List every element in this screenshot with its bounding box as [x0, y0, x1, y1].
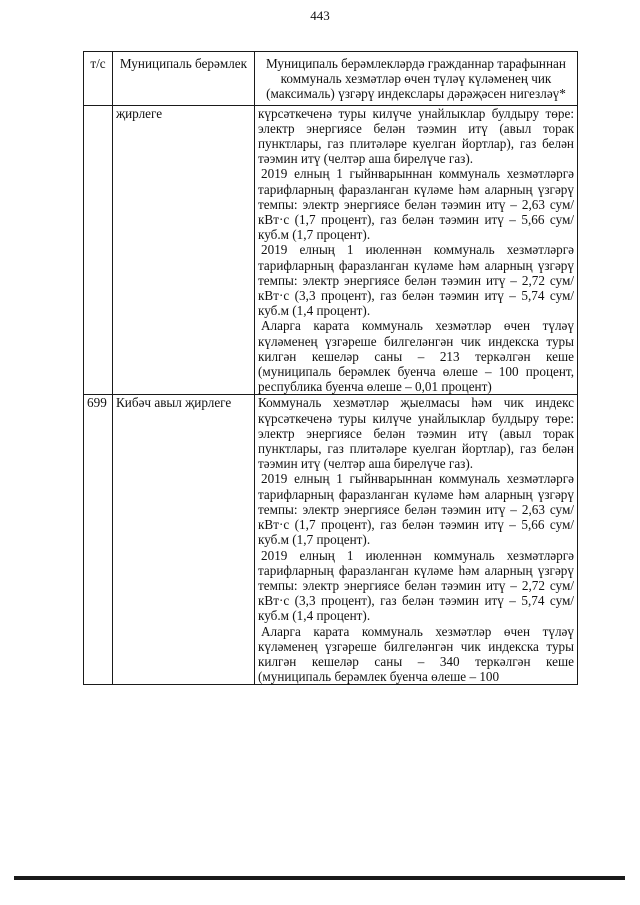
paragraph: 2019 елның 1 гыйнварыннан коммуналь хезмәтләргә тарифларның фаразланган күләме һәм аларның үзгәрү темпы: электр энергиясе белән тәэмин итү – 2,63 сум/кВт·с (1,7 процент), газ белән тәэмин итү – 5,66 сум/куб.м (1,7 процент).: [258, 471, 574, 548]
row-justification: [255, 395, 578, 685]
paragraph: 2019 елның 1 гыйнварыннан коммуналь хезмәтләргә тарифларның фаразланган күләме һәм аларның үзгәрү темпы: электр энергиясе белән тәэмин итү – 2,63 сум/кВт·с (1,7 процент), газ белән тәэмин итү – 5,66 сум/куб.м (1,7 процент).: [258, 166, 574, 243]
bottom-border-bar: [14, 876, 625, 880]
paragraph: Аларга карата коммуналь хезмәтләр өчен түләү күләменең үзгәреше билгеләнгән чик индекска туры килгән кешеләр саны – 340 теркәлгән кеше (муниципаль берәмлек буенча өлеше – 100: [258, 623, 574, 685]
table-row: [84, 105, 578, 395]
header-justification: Муниципаль берәмлекләрдә гражданнар тарафыннан коммуналь хезмәтләр өчен түләү күләменең чик (максималь) үзгәрү индекслары дәрәҗәсен нигезләү*: [255, 52, 578, 106]
header-number: т/с: [84, 52, 113, 106]
paragraph: 2019 елның 1 июленнән коммуналь хезмәтләргә тарифларның фаразланган күләме һәм аларның үзгәрү темпы: электр энергиясе белән тәэмин итү – 2,72 сум/кВт·с (3,3 процент), газ белән тәэмин итү – 5,74 сум/куб.м (1,4 процент).: [258, 242, 574, 319]
table-header-row: [84, 52, 578, 106]
row-number: [84, 105, 113, 395]
paragraph: Аларга карата коммуналь хезмәтләр өчен түләү күләменең үзгәреше билгеләнгән чик индекска туры килгән кешеләр саны – 213 теркәлгән кеше (муниципаль берәмлек буенча өлеше – 100 процент, республика буенча өлеше – 0,01 процент): [258, 318, 574, 395]
page-number: 443: [310, 8, 330, 23]
row-municipality: җирлеге: [113, 105, 255, 395]
paragraph: 2019 елның 1 июленнән коммуналь хезмәтләргә тарифларның фаразланган күләме һәм аларның үзгәрү темпы: электр энергиясе белән тәэмин итү – 2,72 сум/кВт·с (3,3 процент), газ белән тәэмин итү – 5,74 сум/куб.м (1,4 процент).: [258, 547, 574, 624]
tariff-index-table: [83, 51, 578, 685]
paragraph: Коммуналь хезмәтләр җыелмасы һәм чик индекс күрсәткеченә туры килүче унайлыклар булдыру төре: электр энергиясе белән тәэмин итү (авыл торак пунктлары, газ плитәләре куелган йортлар), газ белән тәэмин итү (челтәр аша бирелүче газ).: [258, 395, 574, 472]
header-municipality: Муниципаль берәмлек: [113, 52, 255, 106]
row-municipality: Кибәч авыл җирлеге: [113, 395, 255, 685]
row-number: 699: [84, 395, 113, 685]
paragraph: күрсәткеченә туры килүче унайлыклар булдыру төре: электр энергиясе белән тәэмин итү (авыл торак пунктлары, газ плитәләре куелган йортлар), газ белән тәэмин итү (челтәр аша бирелүче газ).: [258, 105, 574, 167]
row-justification: [255, 105, 578, 395]
table-row: [84, 395, 578, 685]
